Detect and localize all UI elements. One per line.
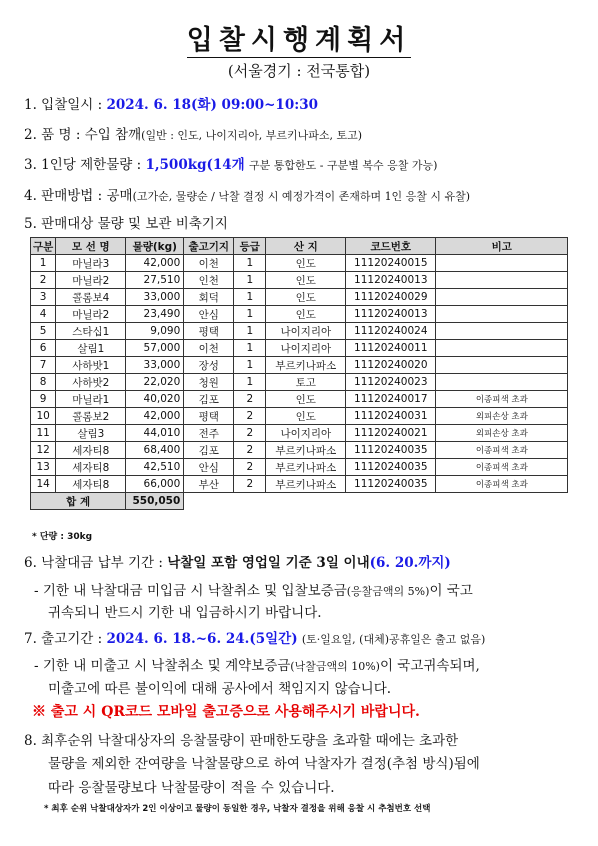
table-cell: 사하밧2 (56, 374, 126, 391)
table-cell: 마닐라2 (56, 306, 126, 323)
table-cell: 33,000 (126, 357, 184, 374)
table-cell: 인도 (266, 272, 346, 289)
release-period-value: 2024. 6. 18.~6. 24.(5일간) (106, 631, 298, 647)
table-cell: 1 (234, 306, 266, 323)
col-header: 출고기지 (184, 238, 234, 255)
table-cell: 세자티8 (56, 442, 126, 459)
stock-table (30, 237, 568, 510)
table-cell (436, 340, 568, 357)
table-row (31, 459, 568, 476)
table-cell: 11120240011 (346, 340, 436, 357)
table-cell: 2 (234, 442, 266, 459)
table-cell: 평택 (184, 323, 234, 340)
table-cell (436, 323, 568, 340)
col-header: 모 선 명 (56, 238, 126, 255)
table-cell: 11120240029 (346, 289, 436, 306)
table-cell: 스타십1 (56, 323, 126, 340)
item-name-value: 수입 참깨 (84, 127, 142, 143)
table-cell: 68,400 (126, 442, 184, 459)
table-cell: 나이지리아 (266, 425, 346, 442)
table-cell: 회덕 (184, 289, 234, 306)
table-cell (436, 374, 568, 391)
table-cell: 23,490 (126, 306, 184, 323)
table-cell: 인도 (266, 408, 346, 425)
table-cell: 9 (31, 391, 56, 408)
col-header: 코드번호 (346, 238, 436, 255)
table-cell (436, 272, 568, 289)
table-cell (436, 289, 568, 306)
table-cell: 8 (31, 374, 56, 391)
table-cell: 11120240017 (346, 391, 436, 408)
release-note-line1: - 기한 내 미출고 시 낙찰취소 및 계약보증금(낙찰금액의 10%)이 국고귀속되며, (34, 658, 480, 674)
table-row (31, 272, 568, 289)
table-cell: 4 (31, 306, 56, 323)
table-cell: 살림1 (56, 340, 126, 357)
table-cell: 나이지리아 (266, 323, 346, 340)
total-blank (184, 493, 568, 510)
table-row (31, 340, 568, 357)
table-cell: 사하밧1 (56, 357, 126, 374)
table-cell: 11120240020 (346, 357, 436, 374)
table-cell: 평택 (184, 408, 234, 425)
table-cell: 1 (234, 289, 266, 306)
table-header-row (31, 238, 568, 255)
section-payment-period: 6. 낙찰대금 납부 기간 : 낙찰일 포함 영업일 기준 3일 이내(6. 20.까지) (24, 555, 451, 571)
table-cell: 11120240035 (346, 442, 436, 459)
table-cell: 나이지리아 (266, 340, 346, 357)
table-cell: 40,020 (126, 391, 184, 408)
table-cell: 11120240013 (346, 272, 436, 289)
bid-datetime-value: 2024. 6. 18(화) 09:00~10:30 (106, 97, 318, 113)
table-cell: 부르키나파소 (266, 476, 346, 493)
table-cell (436, 357, 568, 374)
table-cell: 1 (234, 323, 266, 340)
table-cell: 2 (234, 476, 266, 493)
table-cell: 11 (31, 425, 56, 442)
total-label: 합 계 (31, 493, 126, 510)
table-cell: 1 (234, 357, 266, 374)
table-cell: 콜롬보2 (56, 408, 126, 425)
table-cell: 인천 (184, 272, 234, 289)
table-cell: 세자티8 (56, 476, 126, 493)
section-item-name: 2. 품 명 : 수입 참깨(일반 : 인도, 나이지리아, 부르키나파소, 토고) (24, 127, 363, 143)
table-cell: 살림3 (56, 425, 126, 442)
table-cell: 이종피색 초과 (436, 476, 568, 493)
table-cell: 인도 (266, 289, 346, 306)
table-cell: 2 (31, 272, 56, 289)
table-row (31, 323, 568, 340)
table-cell: 14 (31, 476, 56, 493)
table-row (31, 476, 568, 493)
table-cell: 부르키나파소 (266, 442, 346, 459)
table-cell: 11120240013 (346, 306, 436, 323)
table-row (31, 289, 568, 306)
table-cell: 13 (31, 459, 56, 476)
table-cell: 66,000 (126, 476, 184, 493)
table-row (31, 391, 568, 408)
page-title: 입찰시행계획서 (186, 25, 412, 56)
table-cell: 9,090 (126, 323, 184, 340)
table-cell: 22,020 (126, 374, 184, 391)
unit-note: * 단량 : 30kg (32, 532, 93, 542)
table-cell: 장성 (184, 357, 234, 374)
table-cell: 외피손상 초과 (436, 408, 568, 425)
table-cell: 부르키나파소 (266, 459, 346, 476)
section-final-rank-line1: 8. 최후순위 낙찰대상자의 응찰물량이 판매한도량을 초과할 때에는 초과한 (24, 733, 459, 749)
col-header: 비고 (436, 238, 568, 255)
table-cell: 11120240024 (346, 323, 436, 340)
table-cell: 2 (234, 391, 266, 408)
table-cell: 57,000 (126, 340, 184, 357)
table-cell: 1 (234, 272, 266, 289)
payment-note-line2: 귀속되니 반드시 기한 내 입금하시기 바랍니다. (48, 605, 322, 621)
table-row (31, 442, 568, 459)
table-cell: 마닐라3 (56, 255, 126, 272)
table-cell: 11120240035 (346, 476, 436, 493)
table-cell: 1 (31, 255, 56, 272)
table-cell: 이천 (184, 340, 234, 357)
table-cell: 외피손상 초과 (436, 425, 568, 442)
footnote: * 최후 순위 낙찰대상자가 2인 이상이고 물량이 동일한 경우, 낙찰자 결정을 위해 응찰 시 추첨번호 선택 (44, 804, 431, 814)
table-cell: 42,510 (126, 459, 184, 476)
payment-note-line1: - 기한 내 낙찰대금 미입금 시 낙찰취소 및 입찰보증금(응찰금액의 5%)이 국고 (34, 583, 473, 599)
release-note-line2: 미출고에 따른 불이익에 대해 공사에서 책임지지 않습니다. (48, 681, 392, 697)
table-cell: 인도 (266, 391, 346, 408)
table-cell: 2 (234, 425, 266, 442)
table-cell (436, 255, 568, 272)
table-cell: 1 (234, 374, 266, 391)
table-row (31, 374, 568, 391)
limit-quantity-value: 1,500kg(14개 (145, 157, 245, 173)
section-final-rank-line3: 따라 응찰물량보다 낙찰물량이 적을 수 있습니다. (48, 780, 335, 796)
table-cell: 12 (31, 442, 56, 459)
col-header: 구분 (31, 238, 56, 255)
table-cell: 42,000 (126, 408, 184, 425)
table-cell: 10 (31, 408, 56, 425)
table-cell (436, 306, 568, 323)
page-subtitle: (서울경기 : 전국통합) (227, 62, 371, 80)
table-cell: 11120240015 (346, 255, 436, 272)
section-sale-method: 4. 판매방법 : 공매(고가순, 물량순 / 낙찰 결정 시 예정가격이 존재하며 1인 응찰 시 유찰) (24, 188, 471, 204)
qr-notice: ※ 출고 시 QR코드 모바일 출고증으로 사용해주시기 바랍니다. (32, 704, 420, 720)
table-cell: 42,000 (126, 255, 184, 272)
table-cell: 안심 (184, 306, 234, 323)
table-cell: 마닐라2 (56, 272, 126, 289)
table-cell: 2 (234, 408, 266, 425)
table-cell: 33,000 (126, 289, 184, 306)
table-cell: 7 (31, 357, 56, 374)
table-cell: 이종피색 초과 (436, 442, 568, 459)
section-bid-datetime: 1. 입찰일시 : 2024. 6. 18(화) 09:00~10:30 (24, 97, 318, 113)
table-cell: 44,010 (126, 425, 184, 442)
section-sale-target: 5. 판매대상 물량 및 보관 비축기지 (24, 216, 228, 232)
table-total-row (31, 493, 568, 510)
table-cell: 5 (31, 323, 56, 340)
table-cell: 이종피색 초과 (436, 391, 568, 408)
table-row (31, 357, 568, 374)
table-cell: 11120240035 (346, 459, 436, 476)
table-cell: 인도 (266, 306, 346, 323)
table-cell: 인도 (266, 255, 346, 272)
table-cell: 세자티8 (56, 459, 126, 476)
table-row (31, 306, 568, 323)
section-final-rank-line2: 물량을 제외한 잔여량을 낙찰물량으로 하여 낙찰자가 결정(추첨 방식)됨에 (48, 756, 480, 772)
sale-method-value: 공매 (106, 188, 133, 204)
table-cell: 김포 (184, 391, 234, 408)
table-cell: 토고 (266, 374, 346, 391)
table-cell: 1 (234, 340, 266, 357)
table-cell: 부산 (184, 476, 234, 493)
table-cell: 이종피색 초과 (436, 459, 568, 476)
col-header: 물량(kg) (126, 238, 184, 255)
table-cell: 11120240023 (346, 374, 436, 391)
section-limit-quantity: 3. 1인당 제한물량 : 1,500kg(14개 구분 통합한도 - 구분별 복수 응찰 가능) (24, 157, 438, 173)
table-cell: 콜롬보4 (56, 289, 126, 306)
col-header: 산 지 (266, 238, 346, 255)
table-row (31, 425, 568, 442)
total-value: 550,050 (126, 493, 184, 510)
table-cell: 27,510 (126, 272, 184, 289)
table-cell: 3 (31, 289, 56, 306)
payment-deadline: (6. 20.까지) (369, 555, 451, 571)
table-cell: 6 (31, 340, 56, 357)
table-cell: 김포 (184, 442, 234, 459)
table-cell: 부르키나파소 (266, 357, 346, 374)
section-release-period: 7. 출고기간 : 2024. 6. 18.~6. 24.(5일간) (토·일요일, (대체)공휴일은 출고 없음) (24, 631, 486, 647)
col-header: 등급 (234, 238, 266, 255)
table-cell: 청원 (184, 374, 234, 391)
table-cell: 2 (234, 459, 266, 476)
table-cell: 11120240021 (346, 425, 436, 442)
table-cell: 안심 (184, 459, 234, 476)
table-cell: 이천 (184, 255, 234, 272)
table-cell: 마닐라1 (56, 391, 126, 408)
table-cell: 11120240031 (346, 408, 436, 425)
table-row (31, 408, 568, 425)
table-cell: 1 (234, 255, 266, 272)
table-row (31, 255, 568, 272)
payment-period-value: 낙찰일 포함 영업일 기준 3일 이내 (167, 555, 370, 571)
table-cell: 전주 (184, 425, 234, 442)
